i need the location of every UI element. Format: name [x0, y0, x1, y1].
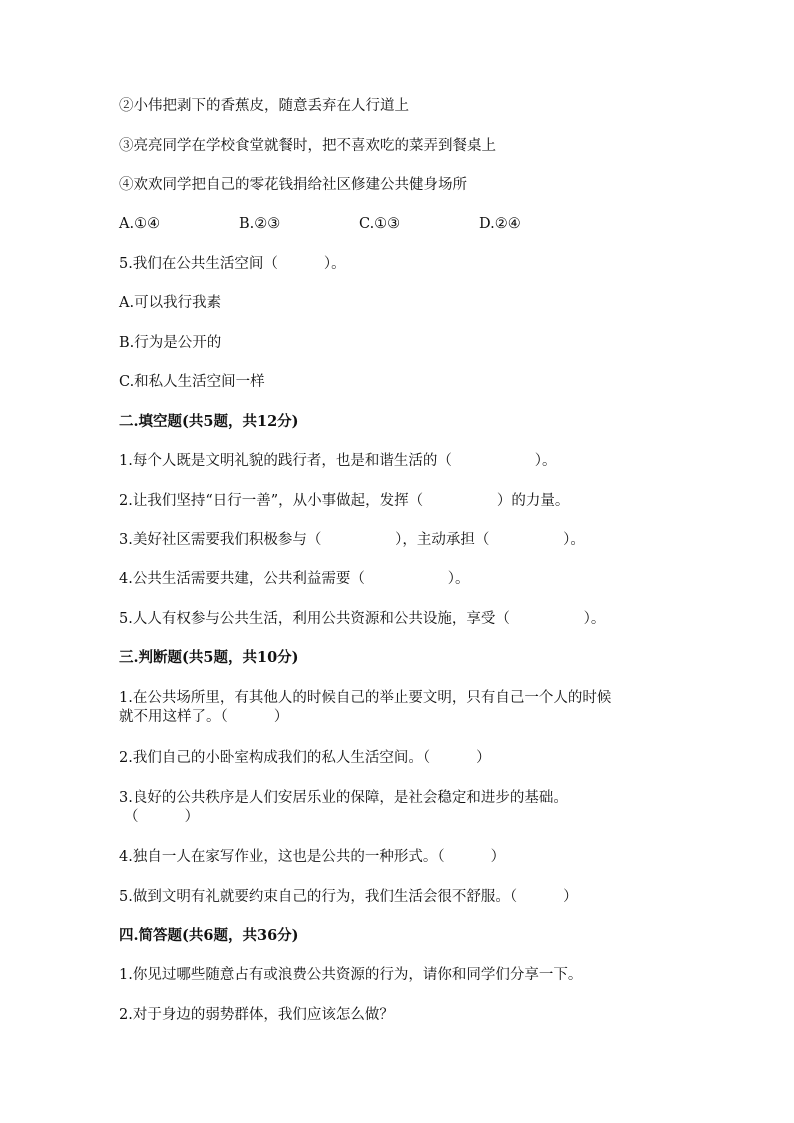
judge-question-4: 4.独自一人在家写作业，这也是公共的一种形式。（ ） — [119, 849, 506, 865]
q5-option-c: C.和私人生活空间一样 — [119, 374, 265, 390]
q4-item-2: ②小伟把剥下的香蕉皮，随意丢弃在人行道上 — [119, 98, 409, 114]
q4-item-3: ③亮亮同学在学校食堂就餐时，把不喜欢吃的菜弄到餐桌上 — [119, 138, 496, 154]
judge-question-1-line-2: 就不用这样了。（ ） — [119, 709, 289, 725]
q4-option-b: B.②③ — [239, 216, 281, 232]
q4-option-c: C.①③ — [359, 216, 401, 232]
q5-option-a: A.可以我行我素 — [119, 295, 222, 311]
q4-option-a: A.①④ — [119, 216, 161, 232]
short-answer-question-2: 2.对于身边的弱势群体，我们应该怎么做？ — [119, 1007, 394, 1023]
section-2-heading: 二.填空题(共5题，共12分) — [119, 413, 299, 430]
fill-question-2: 2.让我们坚持“日行一善”，从小事做起，发挥（ ）的力量。 — [119, 493, 570, 509]
section-3-heading: 三.判断题(共5题，共10分) — [119, 649, 299, 666]
judge-question-2: 2.我们自己的小卧室构成我们的私人生活空间。（ ） — [119, 750, 491, 766]
fill-question-5: 5.人人有权参与公共生活，利用公共资源和公共设施，享受（ ）。 — [119, 611, 606, 627]
judge-question-1-line-1: 1.在公共场所里，有其他人的时候自己的举止要文明，只有自己一个人的时候 — [119, 690, 612, 706]
section-4-heading: 四.简答题(共6题，共36分) — [119, 927, 299, 944]
fill-question-3: 3.美好社区需要我们积极参与（ ），主动承担（ ）。 — [119, 532, 585, 548]
q5-stem: 5.我们在公共生活空间（ ）。 — [119, 256, 346, 272]
fill-question-4: 4.公共生活需要共建，公共利益需要（ ）。 — [119, 571, 470, 587]
judge-question-3-line-2: （ ） — [124, 809, 200, 825]
q4-option-d: D.②④ — [479, 216, 521, 232]
q5-option-b: B.行为是公开的 — [119, 335, 222, 351]
judge-question-3-line-1: 3.良好的公共秩序是人们安居乐业的保障，是社会稳定和进步的基础。 — [119, 790, 568, 806]
q4-item-4: ④欢欢同学把自己的零花钱捐给社区修建公共健身场所 — [119, 177, 467, 193]
fill-question-1: 1.每个人既是文明礼貌的践行者，也是和谐生活的（ ）。 — [119, 453, 557, 469]
judge-question-5: 5.做到文明有礼就要约束自己的行为，我们生活会很不舒服。（ ） — [119, 889, 578, 905]
short-answer-question-1: 1.你见过哪些随意占有或浪费公共资源的行为，请你和同学们分享一下。 — [119, 967, 583, 983]
